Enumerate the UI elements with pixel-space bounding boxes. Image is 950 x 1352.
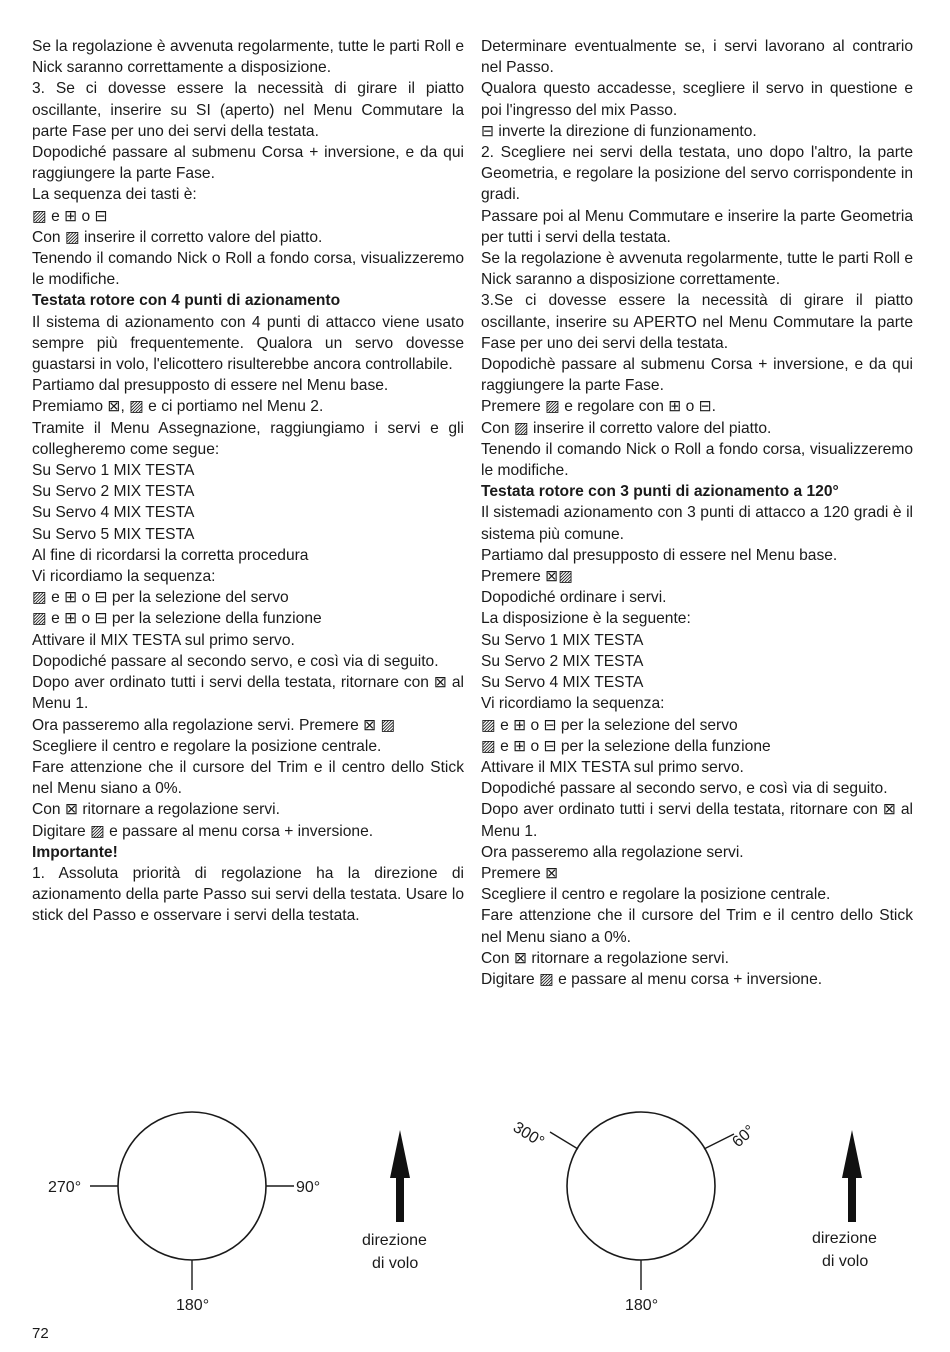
diagram-4-point (48, 1112, 427, 1314)
servo-line-60 (704, 1134, 734, 1149)
diagram-3-point (510, 1112, 877, 1314)
paragraph: Vi ricordiamo la sequenza: (481, 695, 665, 713)
paragraph: Con ▨ inserire il corretto valore del piatto. (32, 228, 323, 246)
paragraph: 1. Assoluta priorità di regolazione ha la direzione di azionamento della parte Passo sui servi della testata. Usare lo stick del Passo e osservare i servi della testata. (32, 864, 464, 925)
paragraph: Partiamo dal presupposto di essere nel Menu base. (32, 377, 389, 395)
paragraph: Passare poi al Menu Commutare e inserire la parte Geometria per tutti i servi della testata. (481, 207, 913, 246)
paragraph: Su Servo 1 MIX TESTA (32, 462, 195, 480)
paragraph: Digitare ▨ e passare al menu corsa + inversione. (481, 970, 823, 988)
paragraph: ▨ e ⊞ o ⊟ per la selezione della funzione (481, 737, 771, 755)
paragraph: Attivare il MIX TESTA sul primo servo. (32, 631, 295, 649)
flight-direction-arrow-icon (842, 1130, 862, 1222)
paragraph: Vi ricordiamo la sequenza: (32, 568, 216, 586)
paragraph: Dopodiché passare al submenu Corsa + inversione, e da qui raggiungere la parte Fase. (32, 144, 464, 183)
label-60: 60° (729, 1122, 759, 1151)
label-300: 300° (509, 1118, 547, 1151)
paragraph: Dopo aver ordinato tutti i servi della testata, ritornare con ⊠ al Menu 1. (481, 801, 913, 840)
paragraph: Ora passeremo alla regolazione servi. (481, 843, 744, 861)
paragraph: Su Servo 4 MIX TESTA (481, 674, 644, 692)
paragraph: Premiamo ⊠, ▨ e ci portiamo nel Menu 2. (32, 398, 324, 416)
arrow-label-line1: direzione (812, 1230, 877, 1247)
label-180: 180° (625, 1297, 659, 1314)
paragraph: Su Servo 2 MIX TESTA (32, 483, 195, 501)
paragraph: ⊟ inverte la direzione di funzionamento. (481, 122, 757, 140)
paragraph: Ora passeremo alla regolazione servi. Premere ⊠ ▨ (32, 716, 396, 734)
paragraph: Dopodiché passare al secondo servo, e così via di seguito. (32, 652, 439, 670)
paragraph: Su Servo 2 MIX TESTA (481, 652, 644, 670)
paragraph: Attivare il MIX TESTA sul primo servo. (481, 758, 744, 776)
paragraph: Premere ⊠ (481, 864, 559, 882)
paragraph: ▨ e ⊞ o ⊟ per la selezione del servo (32, 589, 289, 607)
section-heading: Importante! (32, 843, 118, 861)
paragraph: ▨ e ⊞ o ⊟ per la selezione del servo (481, 716, 738, 734)
paragraph: La disposizione è la seguente: (481, 610, 691, 628)
paragraph: Il sistema di azionamento con 4 punti di attacco viene usato sempre più frequentemente. Qualora un servo dovesse guastarsi in volo, l'elicottero risulterebbe ancora controllabile. (32, 313, 464, 374)
paragraph: Qualora questo accadesse, scegliere il servo in questione e poi l'ingresso del mix Passo. (481, 80, 913, 119)
paragraph: Con ⊠ ritornare a regolazione servi. (32, 801, 280, 819)
section-heading: Testata rotore con 3 punti di azionamento a 120° (481, 483, 839, 501)
paragraph: Su Servo 5 MIX TESTA (32, 525, 195, 543)
swashplate-circle (118, 1112, 266, 1260)
paragraph: Tenendo il comando Nick o Roll a fondo corsa, visualizzeremo le modifiche. (481, 440, 913, 480)
paragraph: Se la regolazione è avvenuta regolarmente, tutte le parti Roll e Nick saranno correttamente a disposizione. (32, 38, 464, 77)
paragraph: Determinare eventualmente se, i servi lavorano al contrario nel Passo. (481, 38, 913, 77)
section-heading: Testata rotore con 4 punti di azionamento (32, 292, 341, 310)
arrow-label-line1: direzione (362, 1232, 427, 1249)
paragraph: 3.Se ci dovesse essere la necessità di girare il piatto oscillante, inserire su APERTO nel Menu Commutare la parte Fase per uno dei servi della testata. (481, 292, 913, 352)
servo-line-300 (550, 1132, 578, 1149)
paragraph: Al fine di ricordarsi la corretta procedura (32, 546, 309, 564)
paragraph: Scegliere il centro e regolare la posizione centrale. (481, 886, 831, 904)
paragraph: Dopo aver ordinato tutti i servi della testata, ritornare con ⊠ al Menu 1. (32, 674, 464, 713)
paragraph: Il sistemadi azionamento con 3 punti di attacco a 120 gradi è il sistema più comune. (481, 504, 913, 543)
paragraph: ▨ e ⊞ o ⊟ (32, 207, 108, 225)
paragraph: Partiamo dal presupposto di essere nel Menu base. (481, 546, 838, 564)
paragraph: 3. Se ci dovesse essere la necessità di girare il piatto oscillante, inserire su SI (aperto) nel Menu Commutare la parte Fase per uno dei servi della testata. (32, 80, 464, 140)
paragraph: Se la regolazione è avvenuta regolarmente, tutte le parti Roll e Nick saranno a disposizione correttamente. (481, 250, 913, 289)
arrow-label-line2: di volo (822, 1253, 869, 1270)
paragraph: Premere ▨ e regolare con ⊞ o ⊟. (481, 398, 717, 416)
paragraph: Dopodiché ordinare i servi. (481, 589, 667, 607)
paragraph: Su Servo 1 MIX TESTA (481, 631, 644, 649)
paragraph: Tramite il Menu Assegnazione, raggiungiamo i servi e gli collegheremo come segue: (32, 419, 464, 458)
paragraph: Dopodiché passare al secondo servo, e così via di seguito. (481, 780, 888, 798)
paragraph: Digitare ▨ e passare al menu corsa + inversione. (32, 822, 374, 840)
paragraph: Su Servo 4 MIX TESTA (32, 504, 195, 522)
paragraph: 2. Scegliere nei servi della testata, uno dopo l'altro, la parte Geometria, e regolare la posizione del servo corrispondente in gradi. (481, 144, 913, 204)
paragraph: Fare attenzione che il cursore del Trim e il centro dello Stick nel Menu siano a 0%. (32, 758, 464, 798)
label-270: 270° (48, 1179, 82, 1196)
paragraph: La sequenza dei tasti è: (32, 186, 197, 204)
label-180: 180° (176, 1297, 210, 1314)
label-90: 90° (296, 1179, 321, 1196)
paragraph: Tenendo il comando Nick o Roll a fondo corsa, visualizzeremo le modifiche. (32, 250, 464, 289)
flight-direction-arrow-icon (390, 1130, 410, 1222)
arrow-label-line2: di volo (372, 1255, 419, 1272)
paragraph: Fare attenzione che il cursore del Trim e il centro dello Stick nel Menu siano a 0%. (481, 907, 913, 946)
paragraph: Con ⊠ ritornare a regolazione servi. (481, 949, 729, 967)
paragraph: Dopodichè passare al submenu Corsa + inversione, e da qui raggiungere la parte Fase. (481, 356, 913, 395)
paragraph: Premere ⊠▨ (481, 568, 573, 586)
page-number: 72 (32, 1325, 49, 1342)
swashplate-circle (567, 1112, 715, 1260)
paragraph: ▨ e ⊞ o ⊟ per la selezione della funzione (32, 610, 322, 628)
paragraph: Scegliere il centro e regolare la posizione centrale. (32, 737, 382, 755)
paragraph: Con ▨ inserire il corretto valore del piatto. (481, 419, 772, 437)
